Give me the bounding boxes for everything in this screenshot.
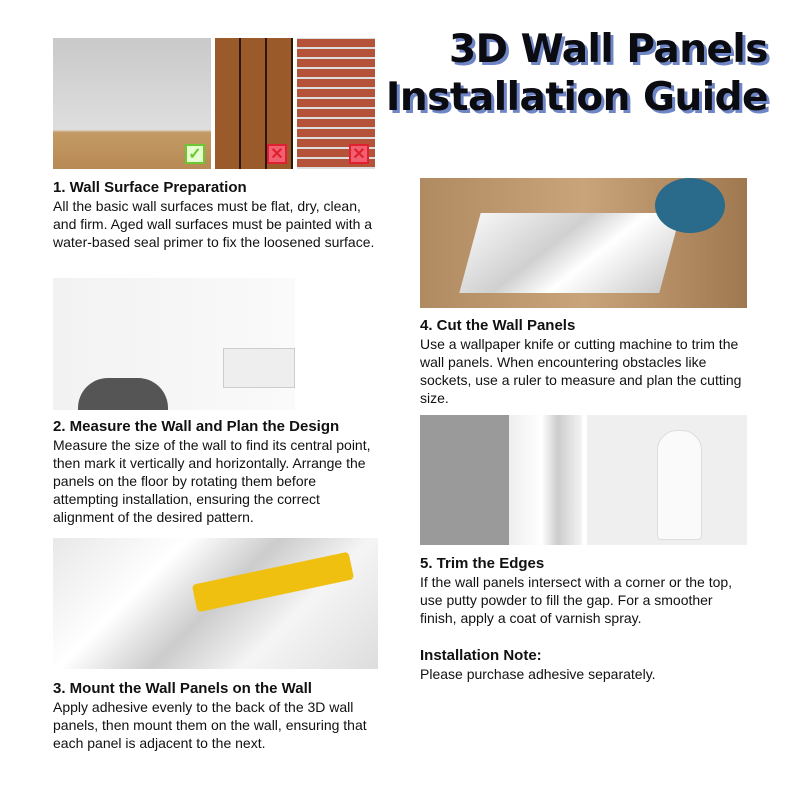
check-icon: ✓ — [185, 144, 205, 164]
wood-wall-photo — [215, 38, 293, 169]
smooth-wall-photo — [53, 38, 211, 169]
step-text: Use a wallpaper knife or cutting machine to trim the wall panels. When encountering obstacles like sockets, use a ruler to measure and plan the cutting size. — [420, 336, 742, 406]
title-line-1: 3D Wall Panels — [449, 27, 768, 72]
step-title: 5. Trim the Edges — [420, 555, 545, 572]
spray-varnish-photo — [587, 415, 747, 545]
cross-icon: ✕ — [349, 144, 369, 164]
step-5 — [420, 555, 750, 627]
step-title: 4. Cut the Wall Panels — [420, 317, 576, 334]
brick-wall-photo — [297, 38, 375, 169]
step-text: All the basic wall surfaces must be flat, dry, clean, and firm. Aged wall surfaces must be painted with a water-based seal primer to fix the loosened surface. — [53, 198, 375, 250]
installation-note — [420, 647, 750, 683]
step-1 — [53, 179, 383, 251]
mount-panels-photo — [53, 538, 378, 669]
step-3 — [53, 680, 383, 752]
step-4 — [420, 317, 750, 407]
page-title — [386, 26, 768, 122]
measure-wall-photo — [53, 278, 295, 410]
note-text: Please purchase adhesive separately. — [420, 666, 656, 682]
trim-edges-photo — [420, 415, 582, 545]
step-title: 1. Wall Surface Preparation — [53, 179, 247, 196]
note-title: Installation Note: — [420, 647, 542, 664]
step-text: Measure the size of the wall to find its central point, then mark it vertically and horizontally. Arrange the panels on the floor by rotating them before attempting installation, ensuring the correct alignment of the desired pattern. — [53, 437, 371, 525]
step-title: 2. Measure the Wall and Plan the Design — [53, 418, 340, 435]
cut-panels-photo — [420, 178, 747, 308]
title-line-2: Installation Guide — [385, 75, 768, 120]
step-title: 3. Mount the Wall Panels on the Wall — [53, 680, 312, 697]
step-2 — [53, 418, 383, 526]
step-text: Apply adhesive evenly to the back of the 3D wall panels, then mount them on the wall, ensuring that each panel is adjacent to the next. — [53, 699, 367, 751]
cross-icon: ✕ — [267, 144, 287, 164]
step-text: If the wall panels intersect with a corner or the top, use putty powder to fill the gap. For a smoother finish, apply a coat of varnish spray. — [420, 574, 733, 626]
